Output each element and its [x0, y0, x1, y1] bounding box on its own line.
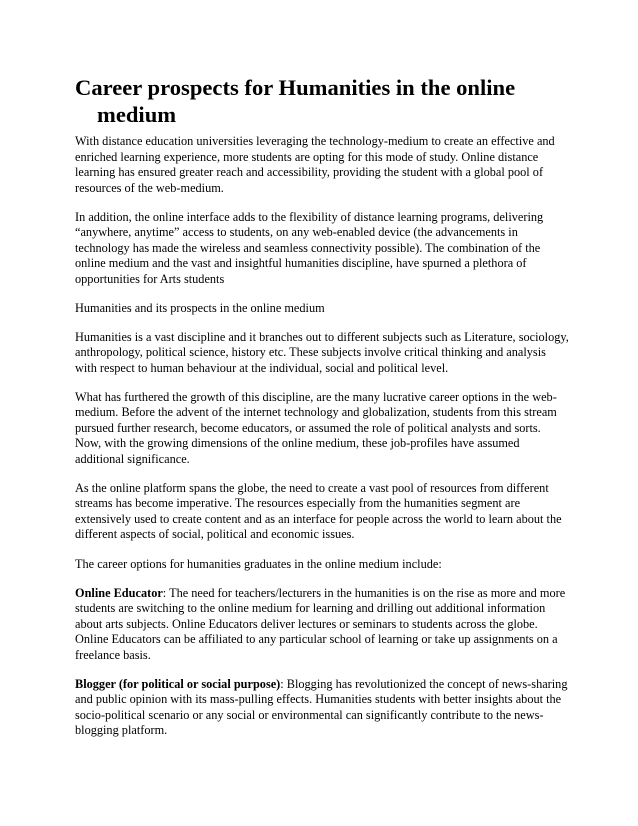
career-term: Online Educator: [75, 585, 163, 600]
paragraph-humanities-definition: Humanities is a vast discipline and it branches out to different subjects such as Literature, sociology, anthropology, political science, history etc. These subjects involve critical thinking and analysis with respect to human behaviour at the individual, social and political level.: [75, 329, 569, 375]
paragraph-intro: With distance education universities leveraging the technology-medium to create an effective and enriched learning experience, more students are opting for this mode of study. Online distance learning has ensured greater reach and accessibility, providing the student with a global pool of resources of the web-medium.: [75, 134, 555, 195]
paragraph-global-platform: As the online platform spans the globe, the need to create a vast pool of resources from different streams has become imperative. The resources especially from the humanities segment are extensively used to create content and as an interface for people across the world to learn about the different aspects of social, political and economic issues.: [75, 480, 562, 542]
paragraph-online-interface: In addition, the online interface adds to the flexibility of distance learning programs, delivering “anywhere, anytime” access to students, on any web-enabled device (the advancements in technology has made the wireless and seamless connectivity possible). The combination of the online medium and the vast and insightful humanities discipline, have spurned a plethora of opportunities for Arts students: [75, 209, 544, 286]
career-description: : The need for teachers/lecturers in the humanities is on the rise as more and more students are switching to the online medium for learning and drilling out additional information about arts subjects. Online Educators deliver lectures or seminars to students across the globe. Online Educators can be affiliated to any particular school of learning or take up assignments on a freelance basis.: [75, 585, 566, 662]
section-heading-humanities-prospects: Humanities and its prospects in the online medium: [75, 300, 325, 315]
document-body: [75, 74, 569, 752]
career-item-online-educator: [75, 586, 569, 664]
career-term: Blogger (for political or social purpose): [75, 676, 281, 691]
paragraph-career-options-intro: The career options for humanities graduates in the online medium include:: [75, 556, 442, 571]
document-title: Career prospects for Humanities in the online medium: [75, 75, 516, 127]
paragraph-growth: What has furthered the growth of this discipline, are the many lucrative career options in the web-medium. Before the advent of the internet technology and globalization, students from this stream pursued further research, become educators, or assumed the role of political analysts and sorts. Now, with the growing dimensions of the online medium, these job-profiles have assumed additional significance.: [75, 389, 557, 466]
career-description: : Blogging has revolutionized the concept of news-sharing and public opinion with its mass-pulling effects. Humanities students with better insights about the socio-political scenario or any social or environmental can significantly contribute to the news-blogging platform.: [75, 676, 568, 738]
career-item-blogger: [75, 677, 569, 739]
